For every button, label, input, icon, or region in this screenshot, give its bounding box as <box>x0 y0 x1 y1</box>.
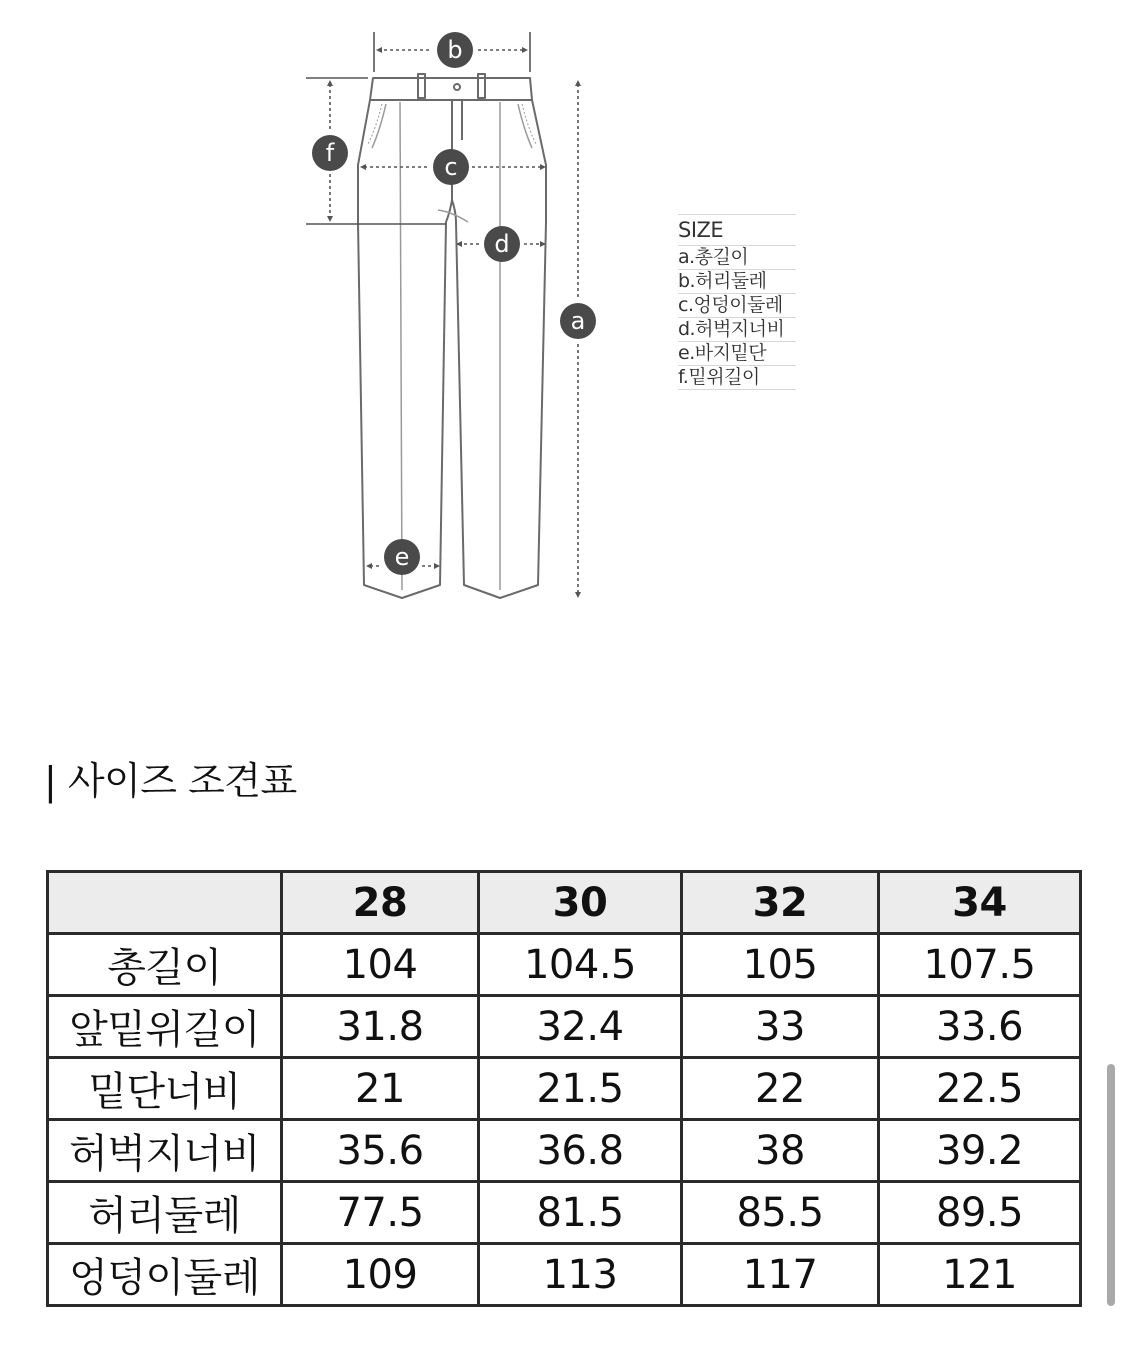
legend-item: d.허벅지너비 <box>678 318 796 342</box>
table-cell: 121 <box>879 1244 1081 1306</box>
table-row <box>48 1244 1081 1306</box>
row-label: 앞밑위길이 <box>48 996 282 1058</box>
table-row <box>48 1182 1081 1244</box>
marker-f <box>312 135 348 171</box>
legend-title: SIZE <box>678 214 796 246</box>
table-row <box>48 1120 1081 1182</box>
table-cell: 104 <box>282 934 479 996</box>
row-label: 밑단너비 <box>48 1058 282 1120</box>
marker-a <box>560 303 596 339</box>
legend-item: e.바지밑단 <box>678 342 796 366</box>
table-cell: 21 <box>282 1058 479 1120</box>
legend-item: a.총길이 <box>678 246 796 270</box>
svg-text:f: f <box>325 139 335 167</box>
table-cell: 104.5 <box>479 934 682 996</box>
row-label: 엉덩이둘레 <box>48 1244 282 1306</box>
marker-e <box>384 539 420 575</box>
table-cell: 38 <box>682 1120 879 1182</box>
legend-item: c.엉덩이둘레 <box>678 294 796 318</box>
table-cell: 77.5 <box>282 1182 479 1244</box>
pocket-right <box>518 104 532 148</box>
marker-c <box>433 149 469 185</box>
table-cell: 36.8 <box>479 1120 682 1182</box>
size-header: 34 <box>879 872 1081 934</box>
table-corner-cell <box>48 872 282 934</box>
table-cell: 39.2 <box>879 1120 1081 1182</box>
table-cell: 21.5 <box>479 1058 682 1120</box>
pants-crotch <box>446 200 456 222</box>
size-header: 32 <box>682 872 879 934</box>
table-cell: 109 <box>282 1244 479 1306</box>
section-title: | 사이즈 조견표 <box>44 759 297 803</box>
row-label: 총길이 <box>48 934 282 996</box>
table-cell: 89.5 <box>879 1182 1081 1244</box>
table-cell: 22.5 <box>879 1058 1081 1120</box>
marker-d <box>484 226 520 262</box>
svg-text:a: a <box>570 307 586 335</box>
legend-item: f.밑위길이 <box>678 366 796 390</box>
row-label: 허리둘레 <box>48 1182 282 1244</box>
table-cell: 33 <box>682 996 879 1058</box>
table-row <box>48 1058 1081 1120</box>
table-cell: 107.5 <box>879 934 1081 996</box>
size-header: 30 <box>479 872 682 934</box>
table-cell: 81.5 <box>479 1182 682 1244</box>
pocket-left <box>372 104 386 148</box>
table-row <box>48 996 1081 1058</box>
waistband-outline <box>370 78 532 100</box>
svg-text:b: b <box>447 36 463 64</box>
size-table <box>46 870 1082 1307</box>
svg-text:d: d <box>494 230 510 258</box>
size-legend <box>678 214 796 390</box>
table-cell: 105 <box>682 934 879 996</box>
table-cell: 85.5 <box>682 1182 879 1244</box>
svg-text:c: c <box>444 153 458 181</box>
table-cell: 33.6 <box>879 996 1081 1058</box>
table-cell: 22 <box>682 1058 879 1120</box>
svg-text:e: e <box>394 543 410 571</box>
scrollbar[interactable] <box>1107 1064 1115 1306</box>
legend-item: b.허리둘레 <box>678 270 796 294</box>
table-cell: 113 <box>479 1244 682 1306</box>
table-cell: 117 <box>682 1244 879 1306</box>
pants-right-leg <box>456 100 546 598</box>
marker-b <box>437 32 473 68</box>
row-label: 허벅지너비 <box>48 1120 282 1182</box>
table-cell: 31.8 <box>282 996 479 1058</box>
table-header-row <box>48 872 1081 934</box>
table-cell: 35.6 <box>282 1120 479 1182</box>
size-header: 28 <box>282 872 479 934</box>
table-row <box>48 934 1081 996</box>
table-cell: 32.4 <box>479 996 682 1058</box>
